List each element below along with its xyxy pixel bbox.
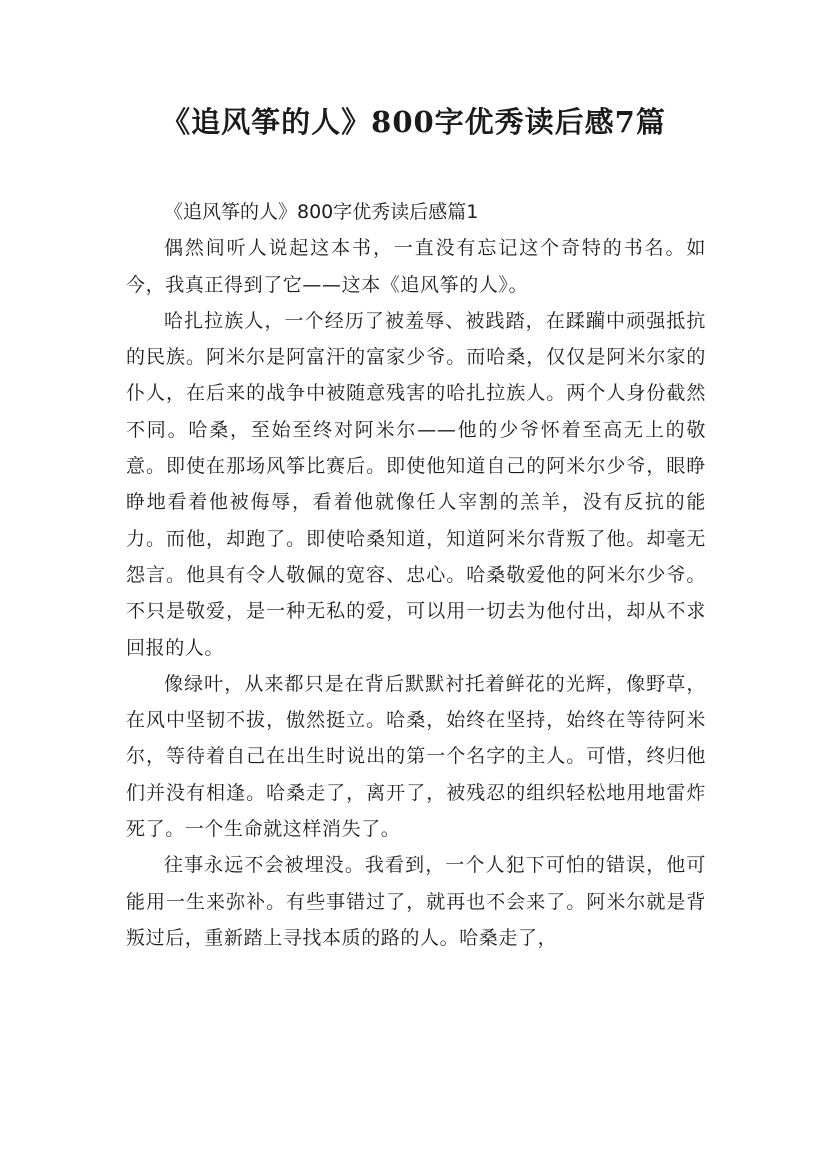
paragraph-4: 往事永远不会被埋没。我看到，一个人犯下可怕的错误，他可能用一生来弥补。有些事错过了，就再也不会来了。阿米尔就是背叛过后，重新踏上寻找本质的路的人。哈桑走了， bbox=[126, 854, 706, 949]
document-body bbox=[126, 194, 706, 956]
paragraph-3: 像绿叶，从来都只是在背后默默衬托着鲜花的光辉，像野草，在风中坚韧不拔，傲然挺立。哈桑，始终在坚持，始终在等待阿米尔，等待着自己在出生时说出的第一个名字的主人。可惜，终归他们并没有相逢。哈桑走了，离开了，被残忍的组织轻松地用地雷炸死了。一个生命就这样消失了。 bbox=[126, 672, 706, 841]
document-title: 《追风筝的人》800字优秀读后感7篇 bbox=[161, 105, 666, 139]
paragraph-1: 偶然间听人说起这本书，一直没有忘记这个奇特的书名。如今，我真正得到了它——这本《追风筝的人》。 bbox=[126, 237, 706, 296]
section-heading: 《追风筝的人》800字优秀读后感篇1 bbox=[164, 201, 479, 223]
paragraph-2: 哈扎拉族人，一个经历了被羞辱、被践踏，在蹂躏中顽强抵抗的民族。阿米尔是阿富汗的富家少爷。而哈桑，仅仅是阿米尔家的仆人，在后来的战争中被随意残害的哈扎拉族人。两个人身份截然不同。哈桑，至始至终对阿米尔——他的少爷怀着至高无上的敬意。即使在那场风筝比赛后。即使他知道自己的阿米尔少爷，眼睁睁地看着他被侮辱，看着他就像任人宰割的羔羊，没有反抗的能力。而他，却跑了。即使哈桑知道，知道阿米尔背叛了他。却毫无怨言。他具有令人敬佩的宽容、忠心。哈桑敬爱他的阿米尔少爷。不只是敬爱，是一种无私的爱，可以用一切去为他付出，却从不求回报的人。 bbox=[126, 309, 706, 659]
